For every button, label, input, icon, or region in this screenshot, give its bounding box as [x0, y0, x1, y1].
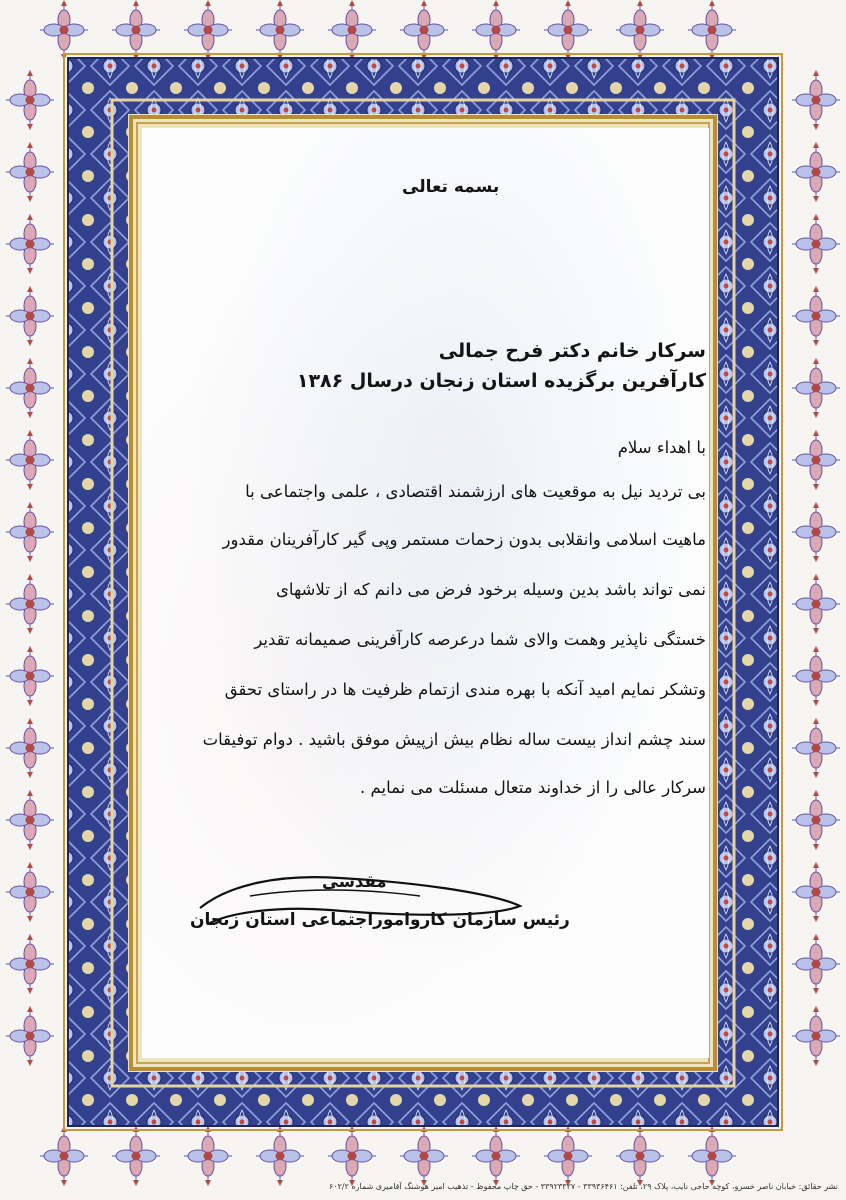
body-line: سرکار عالی را از خداوند متعال مسئلت می نمایم . [360, 778, 706, 797]
flower-motif [792, 574, 840, 634]
printer-footer [0, 1182, 846, 1191]
body-line: خستگی ناپذیر وهمت والای شما درعرصه کارآفرینی صمیمانه تقدیر [254, 630, 706, 649]
flower-motif [472, 0, 520, 60]
flower-motif [6, 718, 54, 778]
flower-motif [6, 358, 54, 418]
flower-motif [792, 358, 840, 418]
flower-motif [328, 0, 376, 60]
flower-motif [792, 214, 840, 274]
flower-motif [6, 1006, 54, 1066]
flower-motif [792, 1006, 840, 1066]
flower-motif [6, 502, 54, 562]
flower-motif [6, 862, 54, 922]
flower-motif [184, 0, 232, 60]
flower-motif [792, 646, 840, 706]
award-title: کارآفرین برگزیده استان زنجان درسال ۱۳۸۶ [296, 370, 706, 392]
body-line: ماهیت اسلامی وانقلابی بدون زحمات مستمر وپی گیر کارآفرینان مقدور [222, 530, 706, 549]
flower-motif [400, 0, 448, 60]
flower-motif [184, 1126, 232, 1186]
flower-motif [6, 214, 54, 274]
flower-motif [792, 862, 840, 922]
flower-motif [400, 1126, 448, 1186]
flower-motif [688, 0, 736, 60]
flower-motif [792, 934, 840, 994]
flower-motif [616, 0, 664, 60]
body-line: وتشکر نمایم امید آنکه با بهره مندی ازتمام ظرفیت ها در راستای تحقق [224, 680, 706, 699]
flower-motif [6, 70, 54, 130]
flower-motif [792, 70, 840, 130]
signature-name: مقدسی [322, 872, 387, 891]
flower-motif [40, 0, 88, 60]
flower-motif [616, 1126, 664, 1186]
flower-motif [544, 1126, 592, 1186]
body-line: بی تردید نیل به موقعیت های ارزشمند اقتصادی ، علمی واجتماعی با [245, 482, 706, 501]
recipient-line: سرکار خانم دکتر فرح جمالی [438, 340, 706, 362]
flower-motif [6, 286, 54, 346]
flower-motif [40, 1126, 88, 1186]
flower-motif [792, 502, 840, 562]
flower-motif [112, 1126, 160, 1186]
flower-motif [6, 574, 54, 634]
flower-motif [6, 646, 54, 706]
flower-motif [256, 1126, 304, 1186]
flower-motif [792, 142, 840, 202]
flower-motif [544, 0, 592, 60]
flower-motif [792, 790, 840, 850]
flower-motif [472, 1126, 520, 1186]
flower-motif [792, 430, 840, 490]
printer-note: نشر حقائق: خیابان ناصر خسرو، کوچه حاجی نایب، پلاک ۲۹، تلفن: ۳۳۹۳۶۴۶۱ - ۳۳۹۲۳۳۲۷ - حق چاپ محفوظ - تذهیب امیر هوشنگ آقامیری شماره ۶۰۲/۲ [329, 1182, 838, 1191]
flower-motif [6, 430, 54, 490]
flower-motif [6, 790, 54, 850]
flower-motif [328, 1126, 376, 1186]
flower-motif [256, 0, 304, 60]
body-line: سند چشم انداز بیست ساله نظام بیش ازپیش موفق باشید . دوام توفیقات [202, 730, 706, 749]
flower-motif [792, 718, 840, 778]
flower-motif [6, 934, 54, 994]
flower-motif [6, 142, 54, 202]
flower-motif [688, 1126, 736, 1186]
greeting-line: با اهداء سلام [617, 438, 706, 457]
flower-motif [112, 0, 160, 60]
document-heading: بسمه تعالی [402, 177, 500, 197]
flower-motif [792, 286, 840, 346]
signatory-title: رئیس سازمان کارواموراجتماعی استان زنجان [190, 910, 570, 930]
body-line: نمی تواند باشد بدین وسیله برخود فرض می دانم که از تلاشهای [276, 580, 706, 599]
